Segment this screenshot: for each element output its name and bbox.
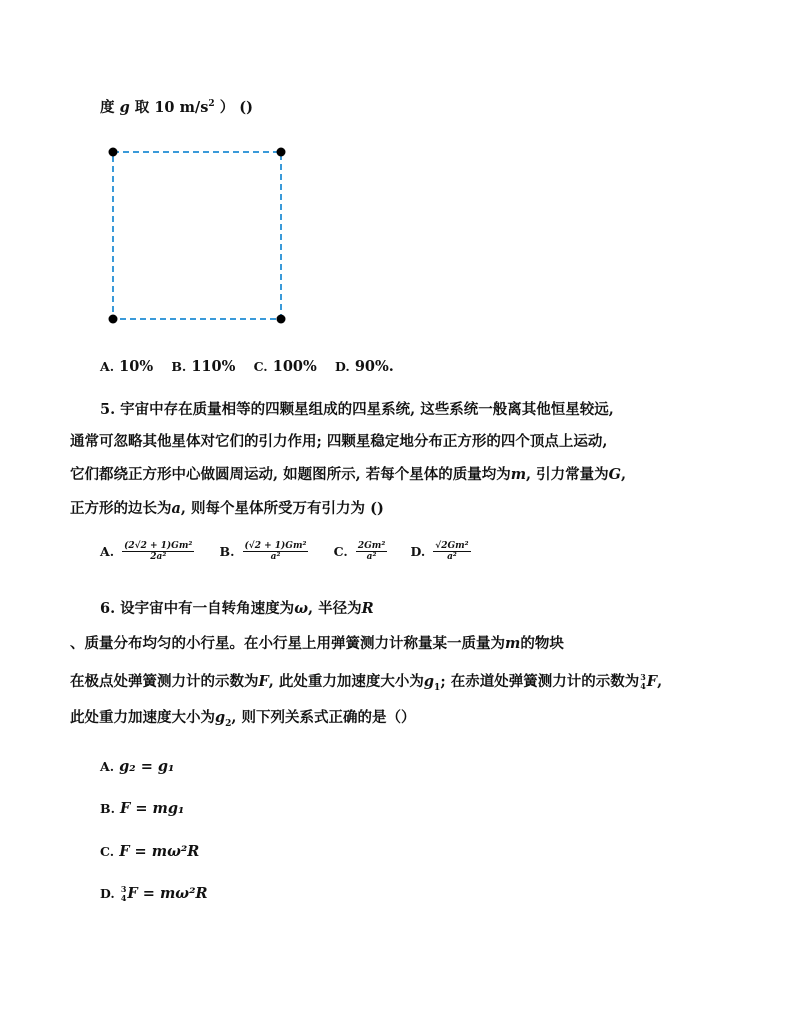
var-g: g — [119, 99, 130, 116]
var-a: a — [171, 500, 181, 517]
q6-line-1 — [100, 597, 374, 618]
fraction-three-quarters — [640, 673, 646, 691]
q4-options — [100, 356, 394, 375]
text: 的物块 — [520, 635, 564, 652]
text: 它们都绕正方形中心做圆周运动, 如题图所示, 若每个星体的质量均为 — [70, 466, 511, 483]
option-c[interactable]: 100% — [272, 358, 317, 375]
option-b[interactable] — [243, 541, 309, 562]
fraction-denominator: a² — [447, 552, 457, 562]
fraction-numerator: 2Gm² — [357, 541, 386, 551]
four-star-figure — [100, 140, 296, 336]
unit-exponent: 2 — [208, 99, 215, 110]
option-letter: B. — [171, 359, 187, 374]
text: , 半径为 — [308, 600, 362, 617]
var-g2: g — [215, 709, 226, 726]
q6-option-d[interactable] — [100, 883, 208, 903]
text: , 引力常量为 — [526, 466, 609, 483]
q6-option-b[interactable] — [100, 798, 184, 817]
fraction-three-quarters — [121, 885, 127, 903]
fraction-denominator: 4 — [120, 892, 127, 903]
text: 在极点处弹簧测力计的示数为 — [70, 673, 259, 690]
text: , — [621, 466, 627, 483]
var-g1: g — [423, 673, 435, 690]
option-letter: C. — [253, 359, 268, 374]
fraction-denominator: a² — [366, 552, 377, 562]
text: 取 — [134, 99, 150, 116]
question-intro-line — [100, 96, 253, 117]
option-letter: C. — [333, 544, 348, 559]
text: ） — [219, 99, 235, 116]
var-F: F — [646, 673, 658, 690]
text: , 则每个星体所受万有引力为 — [180, 500, 366, 517]
option-letter: D. — [334, 359, 350, 374]
option-d[interactable]: 90%. — [354, 358, 394, 375]
fraction-numerator: 3 — [120, 883, 127, 894]
fraction-numerator: 3 — [640, 672, 646, 682]
option-letter: B. — [219, 544, 235, 559]
option-letter: A. — [100, 759, 115, 774]
text: 正方形的边长为 — [70, 500, 172, 517]
option-letter: B. — [100, 801, 115, 816]
option-letter: A. — [100, 544, 115, 559]
q5-line-3 — [70, 463, 626, 484]
text: , — [657, 673, 663, 690]
text: 此处重力加速度大小为 — [70, 709, 215, 726]
fraction-denominator: 4 — [640, 681, 646, 691]
q5-line-2: 通常可忽略其他星体对它们的引力作用; 四颗星稳定地分布正方形的四个顶点上运动, — [70, 433, 608, 450]
var-m: m — [505, 635, 521, 652]
var-m: m — [510, 466, 527, 483]
option-letter: A. — [100, 359, 115, 374]
q6-line-4 — [70, 706, 416, 729]
option-formula: F = mω²R — [119, 843, 200, 860]
fraction-denominator: 2a² — [150, 552, 167, 562]
option-formula: F = mg₁ — [120, 800, 185, 817]
option-b[interactable]: 110% — [191, 358, 236, 375]
q6-line-2 — [70, 632, 564, 653]
answer-blank: () — [370, 500, 384, 517]
fraction-numerator: √2Gm² — [435, 541, 469, 551]
var-F: F — [258, 673, 269, 690]
option-letter: D. — [410, 544, 426, 559]
square-outline — [113, 152, 281, 319]
option-a[interactable] — [122, 541, 194, 562]
var-G: G — [608, 466, 622, 483]
option-a[interactable]: 10% — [119, 358, 154, 375]
subscript: 2 — [225, 718, 232, 729]
answer-blank: () — [239, 99, 254, 116]
text: , 此处重力加速度大小为 — [268, 673, 424, 690]
q6-line-3 — [70, 670, 662, 693]
star-dot — [277, 148, 286, 157]
text: ; 在赤道处弹簧测力计的示数为 — [440, 673, 640, 690]
gravity-value: 10 — [154, 99, 175, 116]
q5-line-1: 5. 宇宙中存在质量相等的四颗星组成的四星系统, 这些系统一般离其他恒星较远, — [100, 401, 614, 418]
gravity-unit: m/s — [179, 99, 209, 116]
fraction-numerator: (2√2 + 1)Gm² — [124, 541, 193, 551]
option-letter: D. — [100, 886, 115, 901]
star-dot — [277, 315, 286, 324]
var-omega: ω — [294, 600, 308, 617]
answer-blank: （） — [386, 709, 416, 726]
q5-options — [100, 541, 474, 562]
option-formula: F = mω²R — [127, 885, 208, 902]
text: , 则下列关系式正确的是 — [231, 709, 387, 726]
option-c[interactable] — [356, 541, 387, 562]
option-formula: g₂ = g₁ — [119, 758, 175, 775]
star-dot — [109, 315, 118, 324]
q6-option-a[interactable] — [100, 756, 174, 775]
text: 、质量分布均匀的小行星。在小行星上用弹簧测力计称量某一质量为 — [70, 635, 505, 652]
star-dot — [109, 148, 118, 157]
q6-option-c[interactable] — [100, 841, 199, 860]
text: 6. 设宇宙中有一自转角速度为 — [100, 600, 295, 617]
option-d[interactable] — [433, 541, 470, 562]
fraction-denominator: a² — [270, 552, 281, 562]
subscript: 1 — [434, 682, 441, 693]
fraction-numerator: (√2 + 1)Gm² — [244, 541, 307, 551]
var-R: R — [361, 600, 374, 617]
text: 度 — [100, 99, 115, 116]
q5-line-4 — [70, 497, 384, 518]
option-letter: C. — [100, 844, 115, 859]
